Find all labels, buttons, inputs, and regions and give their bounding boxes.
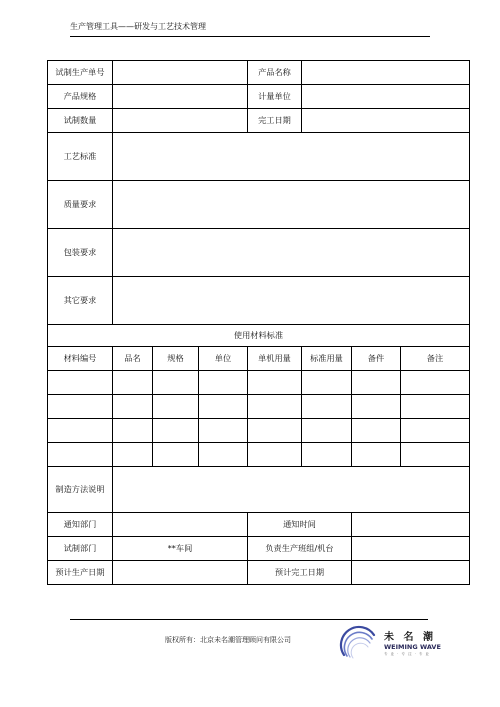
trial-quantity-label: 试制数量 <box>48 109 113 133</box>
product-name-field[interactable] <box>302 61 470 85</box>
material-cell[interactable] <box>352 371 401 395</box>
trial-department-value[interactable]: **车间 <box>113 537 248 561</box>
form-row-other <box>48 277 470 325</box>
planned-start-date-label: 预计生产日期 <box>48 561 113 585</box>
material-standard-title-row <box>48 325 470 347</box>
form-row-notify <box>48 513 470 537</box>
completion-date-field[interactable] <box>302 109 470 133</box>
material-cell[interactable] <box>113 395 153 419</box>
quality-requirements-field[interactable] <box>113 181 470 229</box>
material-cell[interactable] <box>48 419 113 443</box>
form-row-trial-dept <box>48 537 470 561</box>
material-cell[interactable] <box>401 395 470 419</box>
planned-start-date-field[interactable] <box>113 561 248 585</box>
completion-date-label: 完工日期 <box>248 109 302 133</box>
trial-department-label: 试制部门 <box>48 537 113 561</box>
material-cell[interactable] <box>401 419 470 443</box>
material-cell[interactable] <box>352 443 401 467</box>
notify-time-field[interactable] <box>352 513 470 537</box>
material-cell[interactable] <box>248 419 302 443</box>
material-standard-title: 使用材料标准 <box>48 325 470 347</box>
material-cell[interactable] <box>302 419 352 443</box>
form-row-quality <box>48 181 470 229</box>
material-cell[interactable] <box>153 395 199 419</box>
planned-completion-date-label: 预计完工日期 <box>248 561 352 585</box>
form-row-process <box>48 133 470 181</box>
material-col-remarks: 备注 <box>401 347 470 371</box>
other-requirements-field[interactable] <box>113 277 470 325</box>
material-cell[interactable] <box>302 395 352 419</box>
material-cell[interactable] <box>113 371 153 395</box>
manufacturing-method-label: 制造方法说明 <box>48 467 113 513</box>
material-cell[interactable] <box>153 371 199 395</box>
material-col-unit-usage: 单机用量 <box>248 347 302 371</box>
material-cell[interactable] <box>153 443 199 467</box>
material-col-name: 品名 <box>113 347 153 371</box>
material-cell[interactable] <box>352 395 401 419</box>
other-requirements-label: 其它要求 <box>48 277 113 325</box>
material-row <box>48 419 470 443</box>
material-cell[interactable] <box>48 395 113 419</box>
material-cell[interactable] <box>352 419 401 443</box>
unit-of-measure-label: 计量单位 <box>248 85 302 109</box>
manufacturing-method-field[interactable] <box>113 467 470 513</box>
notify-department-label: 通知部门 <box>48 513 113 537</box>
notify-time-label: 通知时间 <box>248 513 352 537</box>
trial-quantity-field[interactable] <box>113 109 248 133</box>
material-row <box>48 371 470 395</box>
form-row-method <box>48 467 470 513</box>
form-row-planned-dates <box>48 561 470 585</box>
product-spec-label: 产品规格 <box>48 85 113 109</box>
responsible-team-field[interactable] <box>352 537 470 561</box>
logo-tagline: 专 业 · 专 注 · 专 业 <box>384 652 431 656</box>
notify-department-field[interactable] <box>113 513 248 537</box>
planned-completion-date-field[interactable] <box>352 561 470 585</box>
logo-chinese-name: 未 名 潮 <box>384 632 436 643</box>
trial-order-no-label: 试制生产单号 <box>48 61 113 85</box>
material-col-spec: 规格 <box>153 347 199 371</box>
trial-order-no-field[interactable] <box>113 61 248 85</box>
material-cell[interactable] <box>113 419 153 443</box>
material-cell[interactable] <box>401 371 470 395</box>
footer-copyright: 版权所有：北京未名潮管理顾问有限公司 <box>165 636 291 644</box>
unit-of-measure-field[interactable] <box>302 85 470 109</box>
form-row-quantity <box>48 109 470 133</box>
header-title: 生产管理工具——研发与工艺技术管理 <box>70 22 206 31</box>
trial-production-form <box>47 60 470 585</box>
material-cell[interactable] <box>113 443 153 467</box>
responsible-team-label: 负责生产班组/机台 <box>248 537 352 561</box>
material-col-code: 材料编号 <box>48 347 113 371</box>
material-cell[interactable] <box>48 443 113 467</box>
quality-requirements-label: 质量要求 <box>48 181 113 229</box>
logo-english-name: WEIMING WAVE <box>384 643 441 651</box>
material-cell[interactable] <box>302 443 352 467</box>
material-cell[interactable] <box>248 395 302 419</box>
packaging-requirements-field[interactable] <box>113 229 470 277</box>
product-spec-field[interactable] <box>113 85 248 109</box>
material-col-unit: 单位 <box>199 347 248 371</box>
wave-logo-icon <box>338 625 382 665</box>
material-row <box>48 443 470 467</box>
page-header <box>70 22 430 37</box>
form-row-packaging <box>48 229 470 277</box>
form-row-order <box>48 61 470 85</box>
material-cell[interactable] <box>199 371 248 395</box>
material-cell[interactable] <box>199 395 248 419</box>
material-cell[interactable] <box>401 443 470 467</box>
form-row-spec <box>48 85 470 109</box>
process-standard-label: 工艺标准 <box>48 133 113 181</box>
material-cell[interactable] <box>248 371 302 395</box>
material-cell[interactable] <box>48 371 113 395</box>
material-cell[interactable] <box>248 443 302 467</box>
material-header-row <box>48 347 470 371</box>
material-cell[interactable] <box>199 419 248 443</box>
footer-divider <box>70 619 428 620</box>
material-cell[interactable] <box>153 419 199 443</box>
material-col-std-usage: 标准用量 <box>302 347 352 371</box>
material-row <box>48 395 470 419</box>
process-standard-field[interactable] <box>113 133 470 181</box>
material-cell[interactable] <box>302 371 352 395</box>
material-cell[interactable] <box>199 443 248 467</box>
material-col-spare: 备件 <box>352 347 401 371</box>
product-name-label: 产品名称 <box>248 61 302 85</box>
packaging-requirements-label: 包装要求 <box>48 229 113 277</box>
